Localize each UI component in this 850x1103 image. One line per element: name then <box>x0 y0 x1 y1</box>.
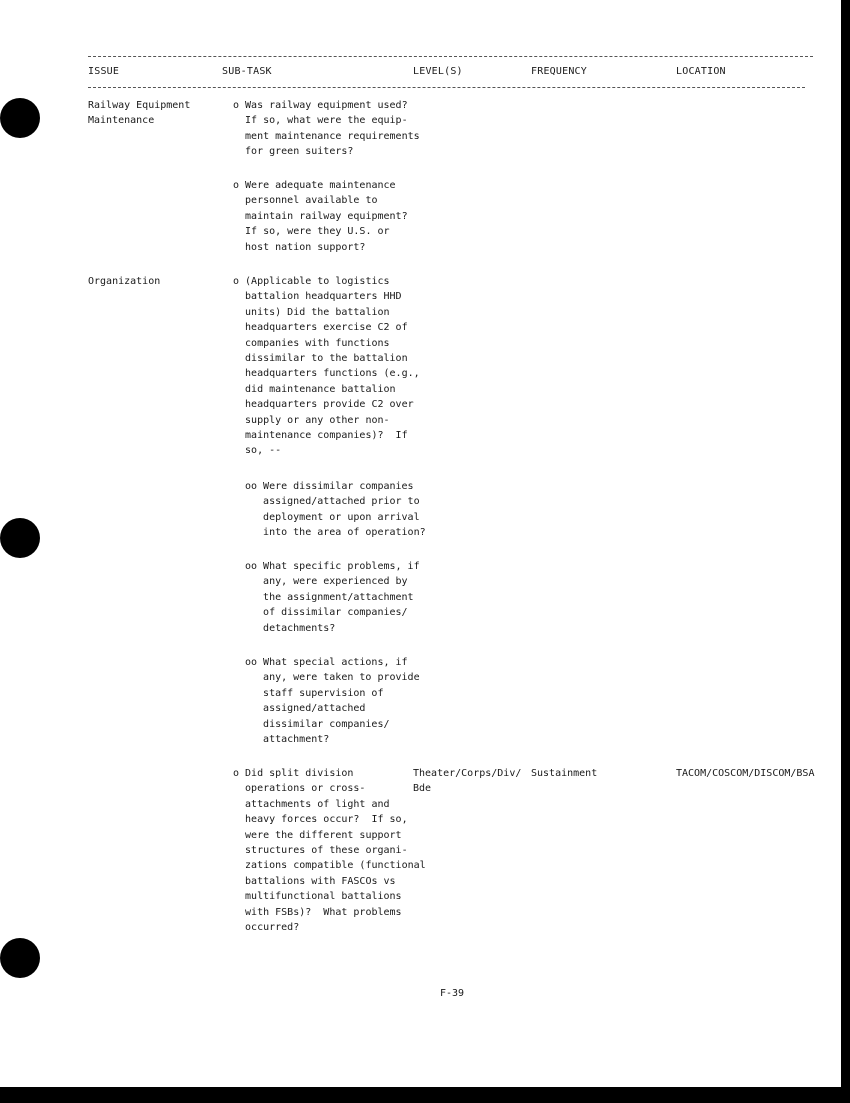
subtask-staff-supervision-actions: oo What special actions, if any, were taken to provide staff supervision of assigned/attached dissimilar companies/ attachment? <box>245 657 420 746</box>
binder-hole-bottom <box>0 938 40 978</box>
frequency-split-division-operations: Sustainment <box>531 768 598 779</box>
issue-railway-equipment-maintenance: Railway Equipment Maintenance <box>88 100 191 127</box>
scan-edge-right <box>841 0 850 1103</box>
subtask-split-division-operations: o Did split division operations or cross- attachments of light and heavy forces occur? If so, were the different support structures of these organi- zations compatible (functional battalions with FASCOs vs multifunctional battalions with FSBs)? What problems occurred? <box>233 768 426 934</box>
header-bottom-rule <box>88 87 805 88</box>
binder-hole-middle <box>0 518 40 558</box>
subtask-railway-maintenance-personnel: o Were adequate maintenance personnel available to maintain railway equipment? If so, were they U.S. or host nation support? <box>233 180 408 253</box>
column-header-frequency: FREQUENCY <box>531 66 587 77</box>
subtask-dissimilar-companies-assignment-timing: oo Were dissimilar companies assigned/attached prior to deployment or upon arrival into the area of operation? <box>245 481 426 539</box>
subtask-battalion-c2-dissimilar-companies: o (Applicable to logistics battalion headquarters HHD units) Did the battalion headquarters exercise C2 of companies with functions dissimilar to the battalion headquarters functions (e.g., did maintenance battalion headquarters provide C2 over supply or any other non- maintenance companies)? If so, -- <box>233 276 420 457</box>
column-header-levels: LEVEL(S) <box>413 66 463 77</box>
binder-hole-top <box>0 98 40 138</box>
column-header-subtask: SUB-TASK <box>222 66 272 77</box>
column-header-issue: ISSUE <box>88 66 120 77</box>
page-number: F-39 <box>440 988 465 999</box>
scan-edge-bottom <box>0 1087 850 1103</box>
levels-split-division-operations: Theater/Corps/Div/ Bde <box>413 768 522 795</box>
location-split-division-operations: TACOM/COSCOM/DISCOM/BSA <box>676 768 815 779</box>
subtask-assignment-problems: oo What specific problems, if any, were experienced by the assignment/attachment of dissimilar companies/ detachments? <box>245 561 420 634</box>
issue-organization: Organization <box>88 276 161 287</box>
column-header-location: LOCATION <box>676 66 726 77</box>
header-top-rule <box>88 56 813 57</box>
subtask-railway-equipment-used: o Was railway equipment used? If so, what were the equip- ment maintenance requirements for green suiters? <box>233 100 420 158</box>
